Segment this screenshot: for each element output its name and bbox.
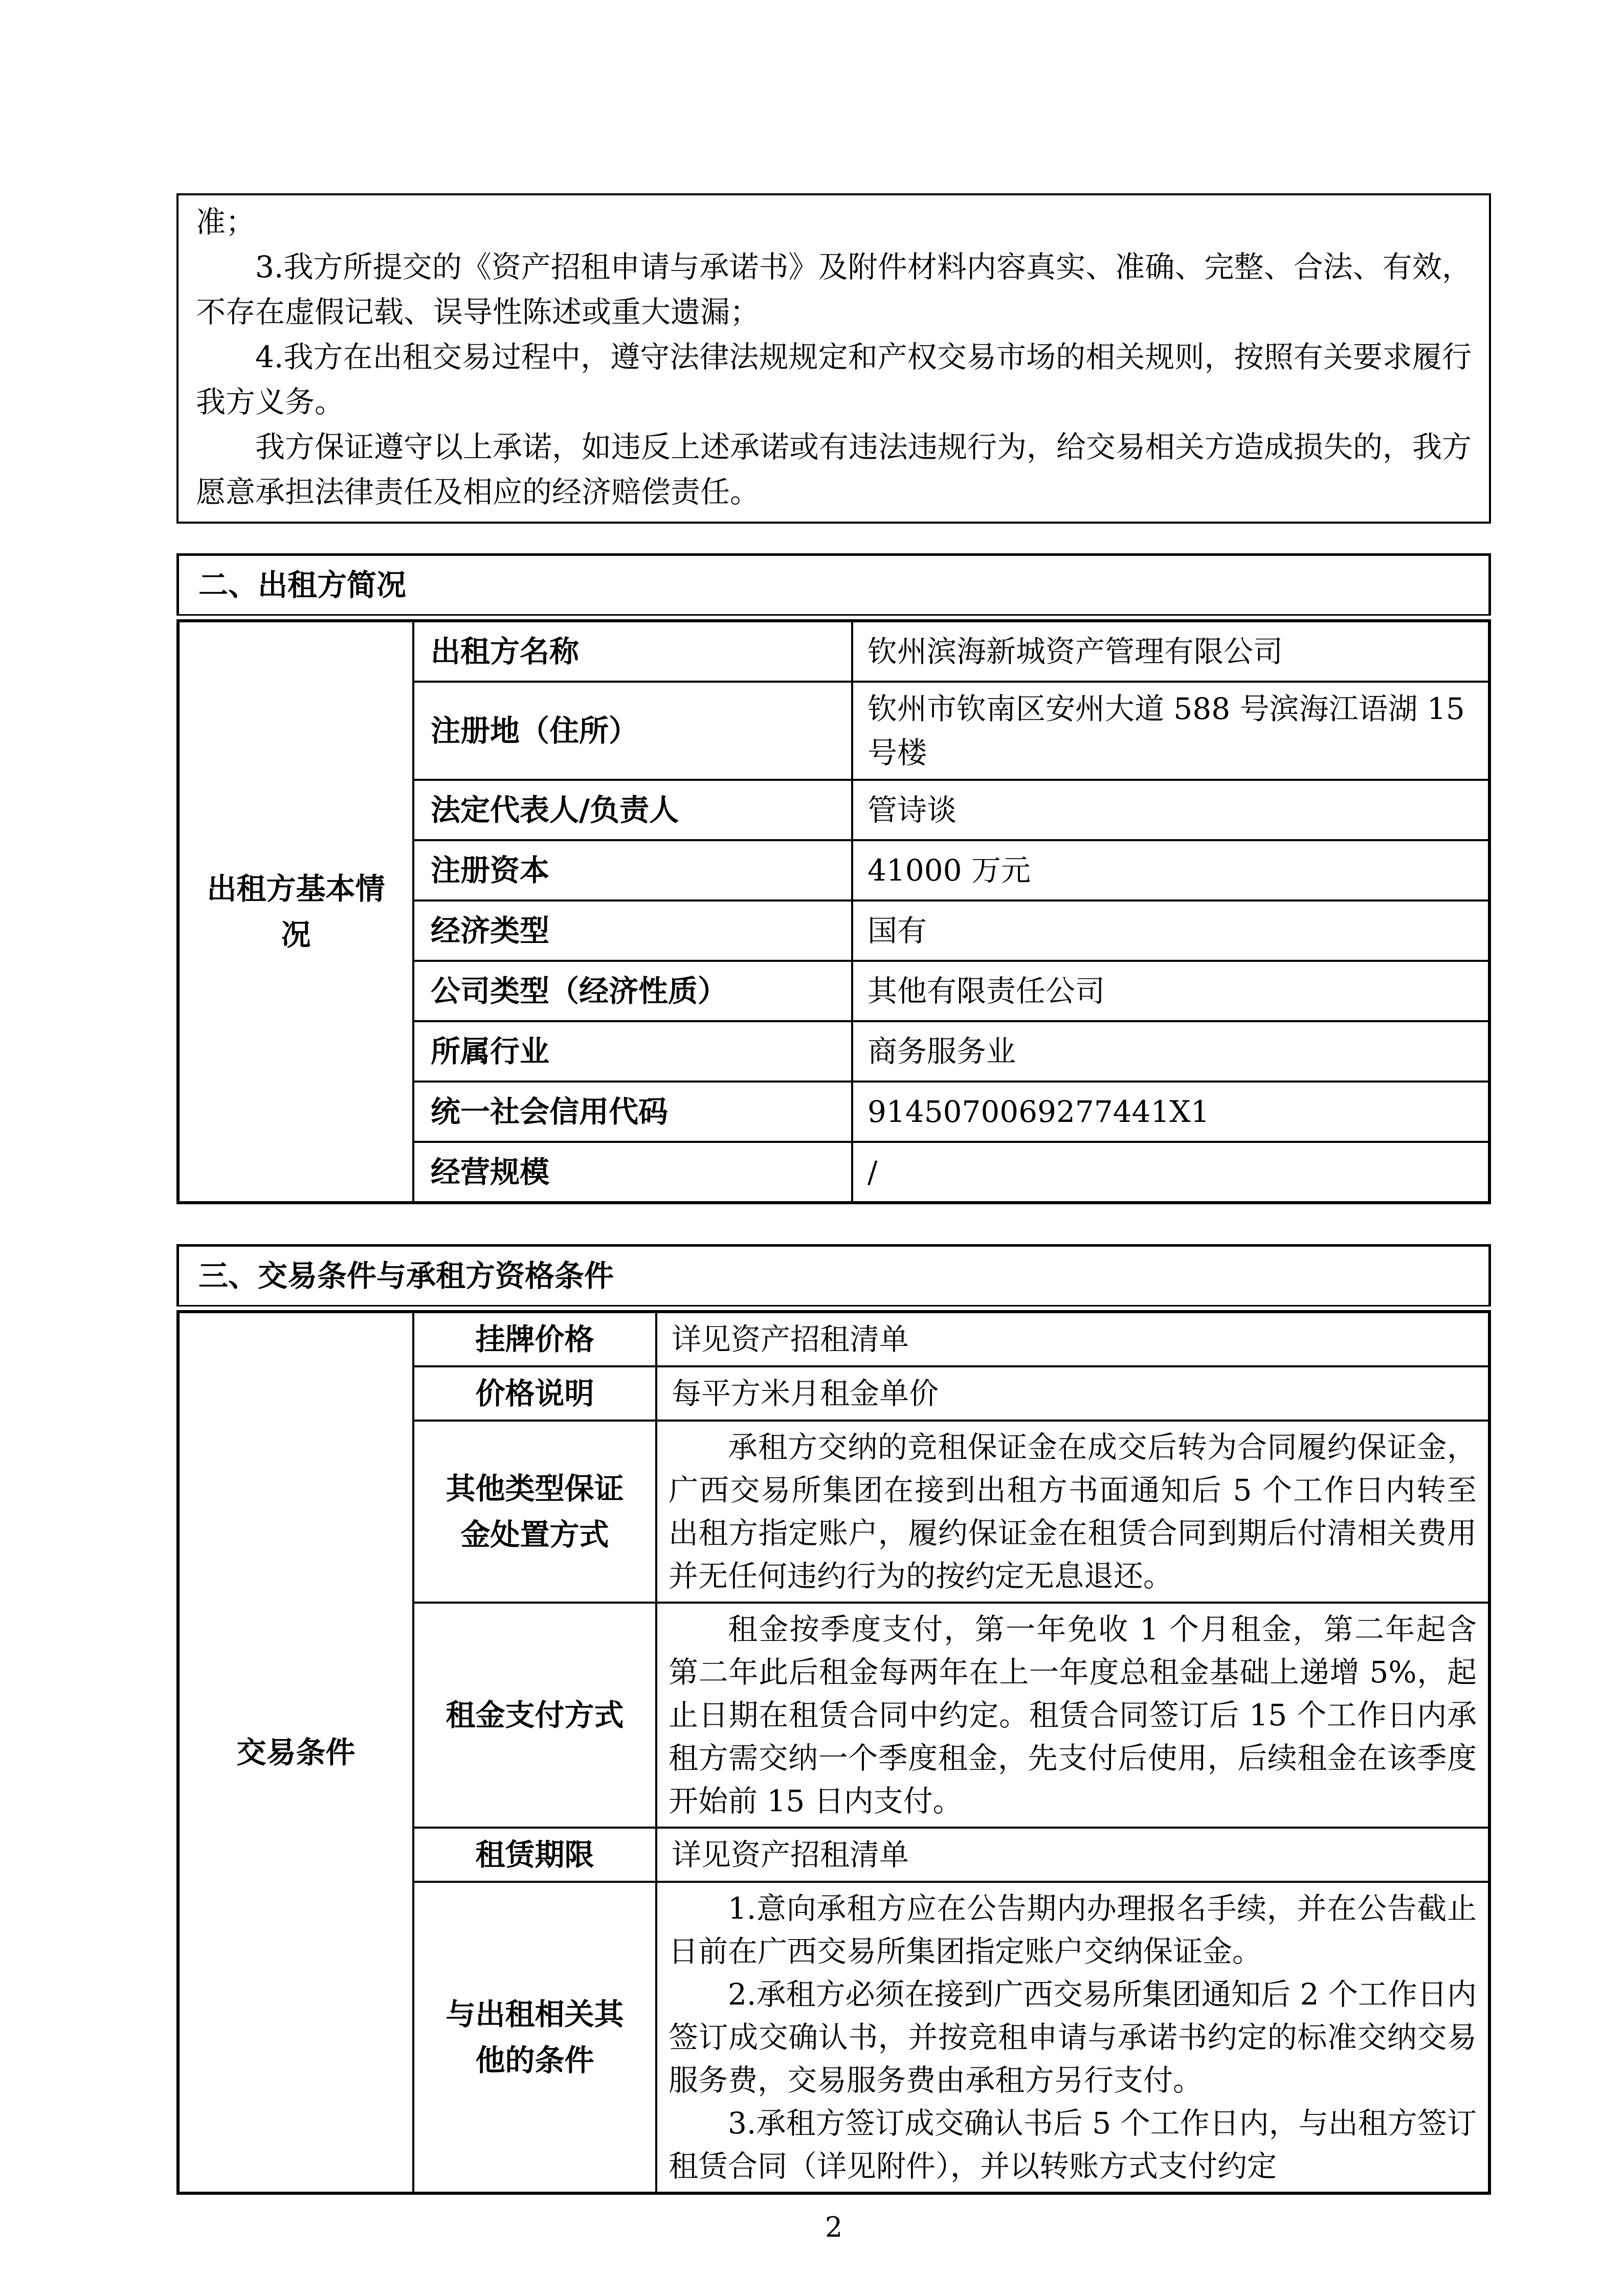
lessor-profile-table: [176, 619, 1491, 1204]
field-label-cell: 统一社会信用代码: [413, 1082, 852, 1142]
field-label-cell: 注册资本: [413, 840, 852, 901]
row-group-label: 出租方基本情况: [207, 871, 385, 952]
section3-header: [176, 1244, 1491, 1307]
section2-header: [176, 553, 1491, 616]
commitment-paragraph: 3.我方所提交的《资产招租申请与承诺书》及附件材料内容真实、准确、完整、合法、有效，不存在虚假记载、误导性陈述或重大遗漏；: [196, 250, 1472, 329]
field-value-cell: 商务服务业: [852, 1021, 1489, 1082]
field-value-cell: 41000 万元: [852, 840, 1489, 901]
section3-title: 三、交易条件与承租方资格条件: [198, 1258, 614, 1293]
row-group-label: 交易条件: [236, 1735, 355, 1770]
value-paragraph: 租金按季度支付，第一年免收 1 个月租金，第二年起含第二年此后租金每两年在上一年度总租金基础上递增 5%，起止日期在租赁合同中约定。租赁合同签订后 15 个工作日内承租方需交纳一个季度租金，先支付后使用，后续租金在该季度开始前 15 日内支付。: [669, 1612, 1477, 1818]
value-paragraph: 承租方交纳的竞租保证金在成交后转为合同履约保证金，广西交易所集团在接到出租方书面通知后 5 个工作日内转至出租方指定账户，履约保证金在租赁合同到期后付清相关费用并无任何违约行为的按约定无息退还。: [669, 1430, 1477, 1593]
field-value-cell: 详见资产招租清单: [656, 1312, 1489, 1366]
field-label-cell: 经济类型: [413, 901, 852, 961]
field-value-cell: 每平方米月租金单价: [656, 1366, 1489, 1421]
field-value-cell: /: [852, 1142, 1489, 1203]
field-label: 挂牌价格: [475, 1322, 594, 1357]
field-label: 租赁期限: [475, 1837, 594, 1872]
field-label-cell: 经营规模: [413, 1142, 852, 1203]
commitment-continuation-box: [176, 193, 1491, 524]
field-label-cell: 公司类型（经济性质）: [413, 961, 852, 1021]
field-label: 与出租相关其他的条件: [446, 1997, 624, 2078]
field-value-cell: 钦州市钦南区安州大道 588 号滨海江语湖 15 号楼: [852, 682, 1489, 780]
value-paragraph: 3.承租方签订成交确认书后 5 个工作日内，与出租方签订租赁合同（详见附件），并以转账方式支付约定: [669, 2106, 1477, 2184]
field-label: 租金支付方式: [446, 1698, 624, 1732]
field-label-cell: 法定代表人/负责人: [413, 780, 852, 840]
document-page: [176, 193, 1491, 2243]
field-label-cell: 出租方名称: [413, 621, 852, 682]
field-label-cell: [413, 1421, 656, 1603]
commitment-paragraph: 4.我方在出租交易过程中，遵守法律法规规定和产权交易市场的相关规则，按照有关要求履行我方义务。: [196, 340, 1472, 419]
field-label-cell: [413, 1312, 656, 1366]
field-label-cell: [413, 1603, 656, 1828]
value-paragraph: 2.承租方必须在接到广西交易所集团通知后 2 个工作日内签订成交确认书，并按竞租申请与承诺书约定的标准交纳交易服务费，交易服务费由承租方另行支付。: [669, 1977, 1477, 2098]
field-value-cell: [656, 1603, 1489, 1828]
field-label-cell: [413, 1882, 656, 2193]
field-label-cell: [413, 1828, 656, 1882]
field-value-cell: [656, 1421, 1489, 1603]
value-paragraph: 1.意向承租方应在公告期内办理报名手续，并在公告截止日前在广西交易所集团指定账户交纳保证金。: [669, 1891, 1477, 1969]
field-label: 价格说明: [475, 1376, 594, 1411]
transaction-conditions-table: [176, 1310, 1491, 2195]
field-value-cell: [656, 1882, 1489, 2193]
table-row: [178, 1312, 1489, 1366]
field-value-cell: 其他有限责任公司: [852, 961, 1489, 1021]
field-label-cell: [413, 1366, 656, 1421]
field-value-cell: 详见资产招租清单: [656, 1828, 1489, 1882]
page-number: 2: [825, 2211, 843, 2243]
row-group-cell: [178, 621, 413, 1203]
field-label-cell: 注册地（住所）: [413, 682, 852, 780]
commitment-paragraph: 准；: [196, 205, 256, 239]
section2-title: 二、出租方简况: [198, 568, 407, 602]
commitment-paragraph: 我方保证遵守以上承诺，如违反上述承诺或有违法违规行为，给交易相关方造成损失的，我方愿意承担法律责任及相应的经济赔偿责任。: [196, 430, 1472, 509]
field-label: 其他类型保证金处置方式: [446, 1471, 624, 1552]
row-group-cell: [178, 1312, 413, 2193]
field-value-cell: 管诗谈: [852, 780, 1489, 840]
field-value-cell: 国有: [852, 901, 1489, 961]
table-row: [178, 621, 1489, 682]
field-label-cell: 所属行业: [413, 1021, 852, 1082]
field-value-cell: 9145070069277441X1: [852, 1082, 1489, 1142]
field-value-cell: 钦州滨海新城资产管理有限公司: [852, 621, 1489, 682]
